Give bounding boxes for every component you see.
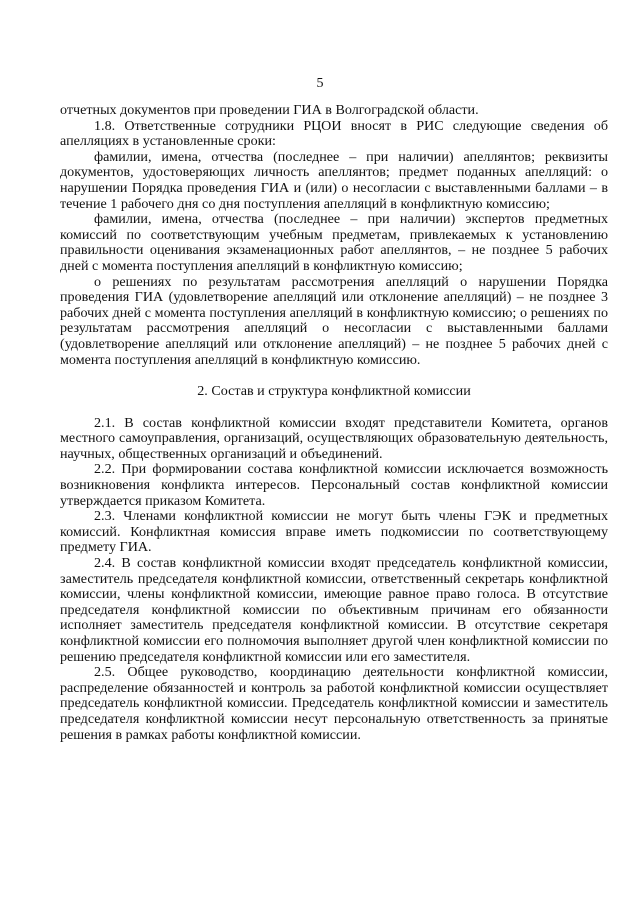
paragraph-continuation: отчетных документов при проведении ГИА в Волгоградской области. bbox=[60, 102, 479, 118]
paragraph-2-3: 2.3. Членами конфликтной комиссии не могут быть члены ГЭК и предметных комиссий. Конфликтная комиссия вправе иметь подкомиссии по соответствующему предмету ГИА. bbox=[60, 508, 608, 556]
paragraph-1-8: 1.8. Ответственные сотрудники РЦОИ вносят в РИС следующие сведения об апелляциях в установленные сроки: bbox=[60, 117, 608, 150]
page-number: 5 bbox=[316, 76, 324, 91]
paragraph-2-5: 2.5. Общее руководство, координацию деятельности конфликтной комиссии, распределение обязанностей и контроль за работой конфликтной комиссии осуществляет председатель конфликтной комиссии. Председатель конфликтной комиссии и заместитель председателя конфликтной комиссии несут персональную ответственность за принятые решения в рамках работы конфликтной комиссии. bbox=[60, 664, 608, 743]
paragraph-expert-names: фамилии, имена, отчества (последнее – при наличии) экспертов предметных комиссий по соответствующим учебным предметам, привлекаемых к установлению правильности оценивания экзаменационных работ апеллянтов, – не позднее 5 рабочих дней с момента поступления апелляций в конфликтную комиссию; bbox=[60, 211, 608, 274]
paragraph-appellant-names: фамилии, имена, отчества (последнее – при наличии) апеллянтов; реквизиты документов, удостоверяющих личность апеллянтов; предмет поданных апелляций: о нарушении Порядка проведения ГИА и (или) о несогласии с выставленными баллами – в течение 1 рабочего дня со дня поступления апелляций в конфликтную комиссию; bbox=[60, 148, 608, 212]
document-body bbox=[60, 103, 608, 743]
section-heading: 2. Состав и структура конфликтной комиссии bbox=[197, 383, 471, 400]
paragraph-2-4: 2.4. В состав конфликтной комиссии входят председатель конфликтной комиссии, заместитель председателя конфликтной комиссии, ответственный секретарь конфликтной комиссии, члены конфликтной комиссии, имеющие равное право голоса. В отсутствие председателя конфликтной комиссии по объективным причинам его обязанности исполняет заместитель председателя конфликтной комиссии. В отсутствие секретаря конфликтной комиссии его полномочия выполняет другой член конфликтной комиссии по решению председателя конфликтной комиссии или его заместителя. bbox=[60, 555, 608, 665]
paragraph-decisions: о решениях по результатам рассмотрения апелляций о нарушении Порядка проведения ГИА (удовлетворение апелляций или отклонение апелляций) – не позднее 3 рабочих дней с момента поступления апелляций в конфликтную комиссию; о решениях по результатам рассмотрения апелляций о несогласии с выставленными баллами (удовлетворение апелляций или отклонение апелляций) – не позднее 5 рабочих дней с момента поступления апелляций в конфликтную комиссию. bbox=[60, 273, 608, 368]
paragraph-2-2: 2.2. При формировании состава конфликтной комиссии исключается возможность возникновения конфликта интересов. Персональный состав конфликтной комиссии утверждается приказом Комитета. bbox=[60, 461, 608, 509]
paragraph-2-1: 2.1. В состав конфликтной комиссии входят представители Комитета, органов местного самоуправления, организаций, осуществляющих образовательную деятельность, научных, общественных организаций и объединений. bbox=[60, 414, 608, 462]
